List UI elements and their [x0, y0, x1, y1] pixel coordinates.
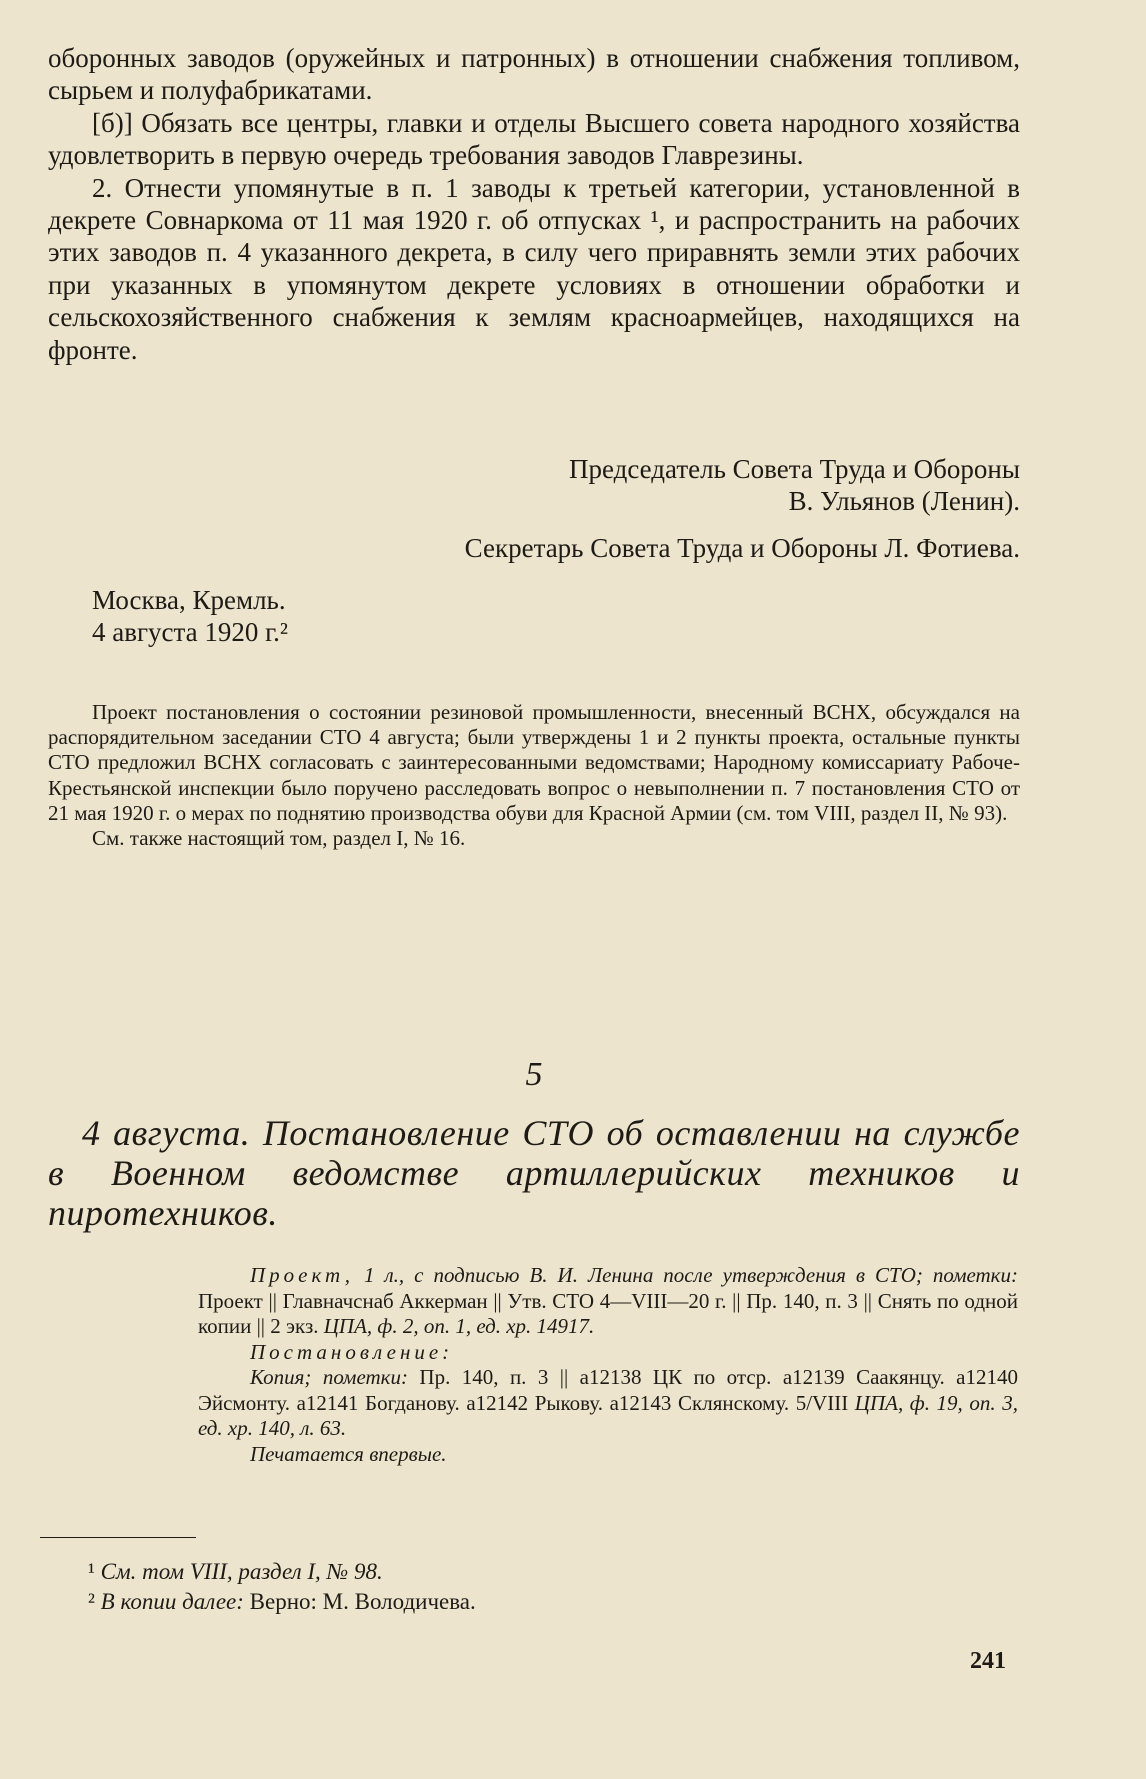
document-title: 4 августа. Постановление СТО об оставлении на службе в Военном ведомстве артиллерийских техников и пиротехников. — [48, 1113, 1020, 1233]
copy-archive: ЦПА, ф. 19, оп. 3, ед. хр. 140, л. 63. — [198, 1390, 1019, 1440]
copy-marks: Пр. 140, п. 3 || а12138 ЦК по отср. а12139 Саакянцу. а12140 Эйсмонту. а12141 Богданову. а12142 Рыкову. а12143 Склянскому. 5/VIII — [198, 1365, 1018, 1415]
resolution-label: Постановление: — [250, 1339, 454, 1364]
clause-b-paragraph: [б)] Обязать все центры, главки и отделы Высшего совета народного хозяйства удовлетворить в первую очередь требования заводов Главрезины. — [48, 107, 1020, 171]
copy-label: Копия; пометки: — [250, 1365, 408, 1389]
first-print-note: Печатается впервые. — [250, 1441, 447, 1466]
footnote-divider — [40, 1537, 196, 1538]
draft-archive: ЦПА, ф. 2, оп. 1, ед. хр. 14917. — [323, 1314, 595, 1338]
date: 4 августа 1920 г.² — [92, 617, 289, 648]
footnote-2-text: Верно: М. Володичева. — [249, 1589, 476, 1614]
draft-description: 1 л., с подписью В. И. Ленина после утверждения в СТО; пометки: — [363, 1263, 1019, 1287]
footnote-1-text: См. том VIII, раздел I, № 98. — [100, 1559, 383, 1584]
draft-marks: Проект || Главначснаб Аккерман || Утв. СТО 4—VIII—20 г. || Пр. 140, п. 3 || Снять по одной копии || 2 экз. — [198, 1288, 1018, 1338]
archive-references — [198, 1263, 1018, 1467]
page-number: 241 — [970, 1648, 1006, 1674]
clause-2-paragraph: 2. Отнести упомянутые в п. 1 заводы к третьей категории, установленной в декрете Совнаркома от 11 мая 1920 г. об отпусках ¹, и распространить на рабочих этих заводов п. 4 указанного декрета, в силу чего приравнять земли этих рабочих при указанных в упомянутом декрете условиях в отношении обработки и сельскохозяйственного снабжения к землям красноармейцев, находящихся на фронте. — [48, 172, 1020, 365]
decree-continuation — [48, 42, 1020, 366]
resolution-heading — [198, 1340, 1018, 1366]
copy-reference — [198, 1365, 1018, 1442]
secretary-signature: Секретарь Совета Труда и Обороны Л. Фотиева. — [464, 532, 1020, 563]
draft-reference — [198, 1263, 1018, 1340]
footnote-1 — [88, 1557, 988, 1587]
footnote-2-italic: В копии далее: — [100, 1589, 244, 1614]
signature-block — [48, 453, 1020, 564]
draft-label: Проект, — [250, 1263, 354, 1287]
document-number: 5 — [525, 1056, 543, 1093]
note-paragraph: Проект постановления о состоянии резиновой промышленности, внесенный ВСНХ, обсуждался на распорядительном заседании СТО 4 августа; были утверждены 1 и 2 пункты проекта, остальные пункты СТО предложил ВСНХ согласовать с заинтересованными ведомствами; Народному комиссариату Рабоче-Крестьянской инспекции было поручено расследовать вопрос о невыполнении п. 7 постановления СТО от 21 мая 1920 г. о мерах по поднятию производства обуви для Красной Армии (см. том VIII, раздел II, № 93). — [48, 700, 1020, 825]
footnotes — [88, 1557, 988, 1617]
editorial-note — [48, 700, 1020, 851]
footnote-2-mark: ² — [88, 1589, 95, 1614]
continuation-paragraph: оборонных заводов (оружейных и патронных) в отношении снабжения топливом, сырьем и полуфабрикатами. — [48, 43, 1020, 106]
document-number-block — [48, 1056, 1020, 1094]
note-see-also: См. также настоящий том, раздел I, № 16. — [92, 826, 466, 851]
footnote-2 — [88, 1587, 988, 1617]
place: Москва, Кремль. — [92, 585, 286, 615]
chair-name: В. Ульянов (Ленин). — [788, 486, 1020, 517]
place-date-block — [92, 584, 692, 649]
chair-title: Председатель Совета Труда и Обороны — [569, 454, 1020, 484]
document-title-block — [48, 1113, 1020, 1233]
footnote-1-mark: ¹ — [88, 1559, 95, 1584]
